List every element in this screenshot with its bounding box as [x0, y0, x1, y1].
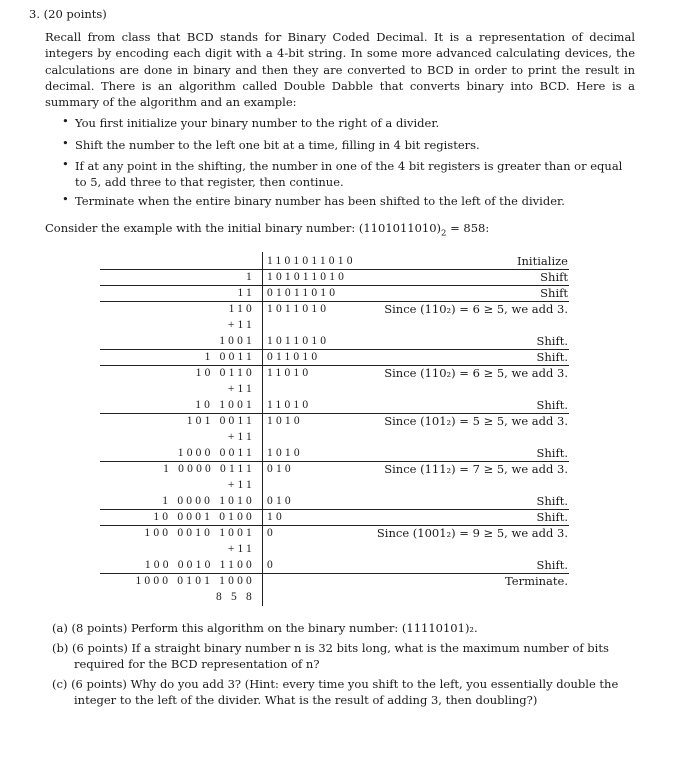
table-row	[100, 301, 568, 317]
bullet-item: You first initialize your binary number to the right of a divider.	[75, 116, 440, 130]
table-row	[100, 285, 568, 301]
right-cell: 010	[267, 463, 294, 475]
left-cell: 1001	[219, 335, 255, 347]
note-cell: Since (101₂) = 5 ≥ 5, we add 3.	[384, 414, 568, 428]
note-cell: Shift	[540, 286, 568, 300]
right-cell: 0	[267, 527, 276, 539]
right-cell: 11010	[267, 367, 312, 379]
left-cell: 100 0010 1001	[144, 527, 255, 539]
right-cell: 01011010	[267, 287, 339, 299]
left-cell: +11	[227, 479, 255, 491]
left-cell: 1 0011	[204, 351, 255, 363]
right-cell: 0	[267, 559, 276, 571]
left-cell: 8 5 8	[216, 591, 255, 603]
problem-points: (20 points)	[43, 7, 107, 21]
left-cell: 110	[228, 303, 255, 315]
note-cell: Initialize	[516, 254, 568, 268]
table-row	[100, 365, 568, 381]
left-cell: +11	[227, 383, 255, 395]
bullet-icon: •	[62, 192, 69, 206]
left-cell: 1000 0011	[177, 447, 255, 459]
table-row	[100, 333, 568, 349]
table-row	[100, 445, 568, 461]
note-cell: Shift.	[536, 510, 568, 524]
left-cell: 101 0011	[186, 415, 255, 427]
table-row	[100, 557, 568, 573]
right-cell: 101011010	[267, 271, 348, 283]
table-row	[100, 477, 568, 493]
note-cell: Since (1001₂) = 9 ≥ 5, we add 3.	[376, 526, 568, 540]
note-cell: Since (110₂) = 6 ≥ 5, we add 3.	[384, 302, 568, 316]
example-lead	[45, 220, 489, 242]
table-row	[100, 253, 568, 269]
problem-number: 3.	[29, 7, 40, 21]
table-row	[100, 461, 568, 477]
left-cell: +11	[227, 319, 255, 331]
left-cell: 100 0010 1100	[144, 559, 255, 571]
left-cell: 10 0001 0100	[153, 511, 255, 523]
table-row	[100, 349, 568, 365]
right-cell: 11010	[267, 399, 312, 411]
example-tail: = 858:	[446, 221, 490, 235]
bullet-icon: •	[62, 114, 69, 128]
left-cell: +11	[227, 543, 255, 555]
table-row	[100, 541, 568, 557]
table-row	[100, 509, 568, 525]
bullet-icon: •	[62, 157, 69, 171]
bullet-item: Terminate when the entire binary number has been shifted to the left of the divider.	[75, 194, 565, 208]
left-cell: 1 0000 1010	[162, 495, 255, 507]
left-cell: 11	[237, 287, 255, 299]
problem-header	[29, 6, 107, 22]
right-cell: 10	[267, 511, 285, 523]
table-row	[100, 381, 568, 397]
table-row	[100, 269, 568, 285]
right-cell: 1011010	[267, 303, 330, 315]
table-row	[100, 525, 568, 541]
question-b: (b) (6 points) If a straight binary number n is 32 bits long, what is the maximum number of bits required for the BCD representation of n?	[52, 641, 609, 671]
note-cell: Since (111₂) = 7 ≥ 5, we add 3.	[384, 462, 568, 476]
table-row	[100, 573, 568, 589]
bullet-item: Shift the number to the left one bit at a time, filling in 4 bit registers.	[75, 138, 480, 152]
left-cell: 1	[246, 271, 255, 283]
intro-paragraph: Recall from class that BCD stands for Binary Coded Decimal. It is a representation of decimal integers by encoding each digit with a 4-bit string. In some more advanced calculating devices, the calculations are done in binary and then they are converted to BCD in order to print the result in decimal. There is an algorithm called Double Dabble that converts binary into BCD. Here is a summary of the algorithm and an example:	[45, 30, 635, 110]
bullet-item: If at any point in the shifting, the number in one of the 4 bit registers is greater than or equal to 5, add three to that register, then continue.	[75, 159, 623, 189]
table-row	[100, 429, 568, 445]
left-cell: 10 0110	[195, 367, 255, 379]
note-cell: Shift.	[536, 398, 568, 412]
table-row	[100, 493, 568, 509]
note-cell: Shift.	[536, 446, 568, 460]
right-cell: 1010	[267, 415, 303, 427]
left-cell: +11	[227, 431, 255, 443]
left-cell: 1 0000 0111	[163, 463, 255, 475]
question-a: (a) (8 points) Perform this algorithm on the binary number: (11110101)₂.	[52, 621, 478, 635]
left-cell: 1000 0101 1000	[135, 575, 255, 587]
right-cell: 1011010	[267, 335, 330, 347]
note-cell: Since (110₂) = 6 ≥ 5, we add 3.	[384, 366, 568, 380]
table-row	[100, 397, 568, 413]
note-cell: Terminate.	[504, 574, 568, 588]
note-cell: Shift.	[536, 494, 568, 508]
example-subscript: 2	[441, 228, 447, 239]
right-cell: 1101011010	[267, 255, 356, 267]
table-row	[100, 317, 568, 333]
right-cell: 1010	[267, 447, 303, 459]
note-cell: Shift	[540, 270, 568, 284]
example-lead-text: Consider the example with the initial binary number: (1101011010)	[45, 221, 442, 235]
note-cell: Shift.	[536, 334, 568, 348]
bullet-icon: •	[62, 136, 69, 150]
table-row	[100, 413, 568, 429]
right-cell: 011010	[267, 351, 321, 363]
left-cell: 10 1001	[195, 399, 255, 411]
right-cell: 010	[267, 495, 294, 507]
note-cell: Shift.	[536, 350, 568, 364]
table-row	[100, 589, 568, 605]
note-cell: Shift.	[536, 558, 568, 572]
question-c: (c) (6 points) Why do you add 3? (Hint: every time you shift to the left, you essentially double the integer to the left of the divider. What is the result of adding 3, then doubling?)	[52, 677, 619, 707]
